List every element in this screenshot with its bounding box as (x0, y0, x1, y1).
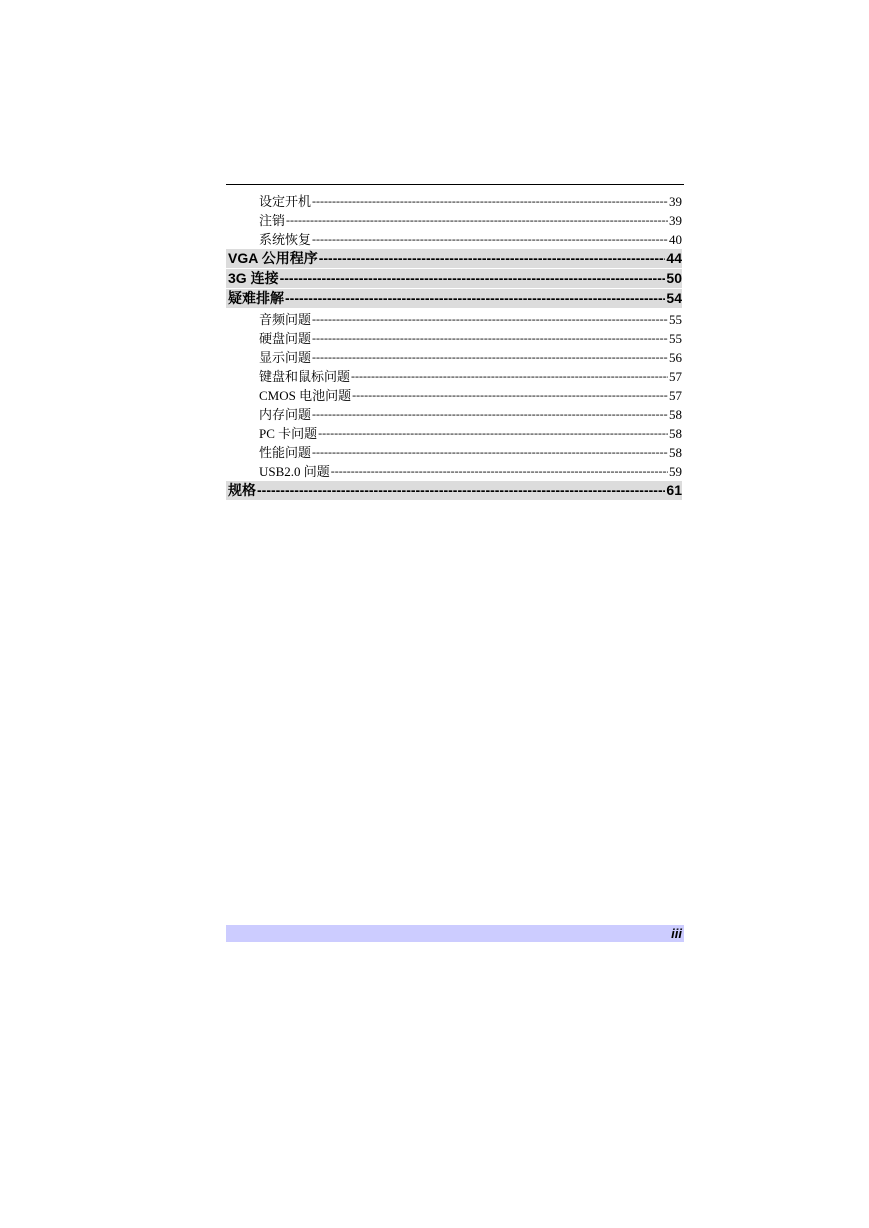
toc-entry-hard-disk-problems[interactable] (226, 328, 682, 347)
toc-leader (312, 348, 668, 366)
toc-entry-page: 40 (669, 232, 682, 247)
toc-entry-page: 55 (669, 312, 682, 327)
toc-entry-page: 58 (669, 445, 682, 460)
footer-bar (226, 925, 684, 942)
toc-entry-page: 57 (669, 388, 682, 403)
toc-entry-label: 键盘和鼠标问题 (259, 369, 351, 384)
toc-chapter-3g-connection[interactable] (226, 269, 682, 288)
footer-page-number: iii (671, 926, 682, 941)
toc-entry-page: 59 (669, 464, 682, 479)
toc-leader (257, 481, 665, 500)
toc-leader (319, 249, 666, 268)
toc-entry-label: PC 卡问题 (259, 426, 318, 441)
toc-entry-page: 57 (669, 369, 682, 384)
toc-chapter-specifications[interactable] (226, 481, 682, 500)
toc-entry-performance-problems[interactable] (226, 442, 682, 461)
toc-entry-label: 音频问题 (259, 312, 312, 327)
toc-leader (280, 269, 666, 288)
toc-entry-usb-problems[interactable] (226, 461, 682, 480)
toc-entry-label: 系统恢复 (259, 232, 312, 247)
toc-leader (331, 462, 668, 480)
toc-entry-label: 注销 (259, 213, 286, 228)
toc-chapter-vga-utility[interactable] (226, 249, 682, 268)
toc-entry-pc-card-problems[interactable] (226, 423, 682, 442)
toc-chapter-label: VGA 公用程序 (228, 250, 318, 266)
toc-leader (318, 424, 668, 442)
toc-entry-memory-problems[interactable] (226, 404, 682, 423)
toc-entry-keyboard-mouse-problems[interactable] (226, 366, 682, 385)
toc-chapter-label: 疑难排解 (228, 290, 284, 306)
toc-leader (312, 405, 668, 423)
toc-leader (312, 443, 668, 461)
toc-entry-logout[interactable] (226, 210, 682, 229)
toc-chapter-label: 规格 (228, 482, 256, 498)
table-of-contents (226, 192, 682, 500)
toc-chapter-troubleshooting[interactable] (226, 289, 682, 308)
toc-chapter-label: 3G 连接 (228, 270, 279, 286)
toc-entry-label: 显示问题 (259, 350, 312, 365)
toc-entry-label: 设定开机 (259, 194, 312, 209)
toc-entry-page: 56 (669, 350, 682, 365)
toc-leader (286, 211, 668, 229)
toc-leader (312, 329, 668, 347)
toc-leader (312, 230, 668, 248)
toc-entry-label: 性能问题 (259, 445, 312, 460)
toc-entry-page: 58 (669, 426, 682, 441)
toc-entry-display-problems[interactable] (226, 347, 682, 366)
toc-entry-label: 硬盘问题 (259, 331, 312, 346)
toc-chapter-page: 44 (666, 250, 682, 266)
toc-entry-label: USB2.0 问题 (259, 464, 330, 479)
toc-entry-setup-boot[interactable] (226, 192, 682, 210)
toc-chapter-page: 54 (666, 290, 682, 306)
toc-entry-page: 39 (669, 213, 682, 228)
toc-entry-cmos-battery-problems[interactable] (226, 385, 682, 404)
toc-leader (312, 192, 668, 210)
toc-leader (312, 310, 668, 328)
toc-entry-page: 58 (669, 407, 682, 422)
toc-leader (351, 367, 668, 385)
toc-entry-system-restore[interactable] (226, 229, 682, 248)
toc-chapter-page: 61 (666, 482, 682, 498)
toc-entry-page: 39 (669, 194, 682, 209)
toc-entry-label: 内存问题 (259, 407, 312, 422)
toc-chapter-page: 50 (666, 270, 682, 286)
toc-entry-label: CMOS 电池问题 (259, 388, 352, 403)
toc-entry-page: 55 (669, 331, 682, 346)
toc-entry-audio-problems[interactable] (226, 309, 682, 328)
toc-leader (352, 386, 668, 404)
header-rule (226, 184, 684, 185)
toc-leader (285, 289, 665, 308)
